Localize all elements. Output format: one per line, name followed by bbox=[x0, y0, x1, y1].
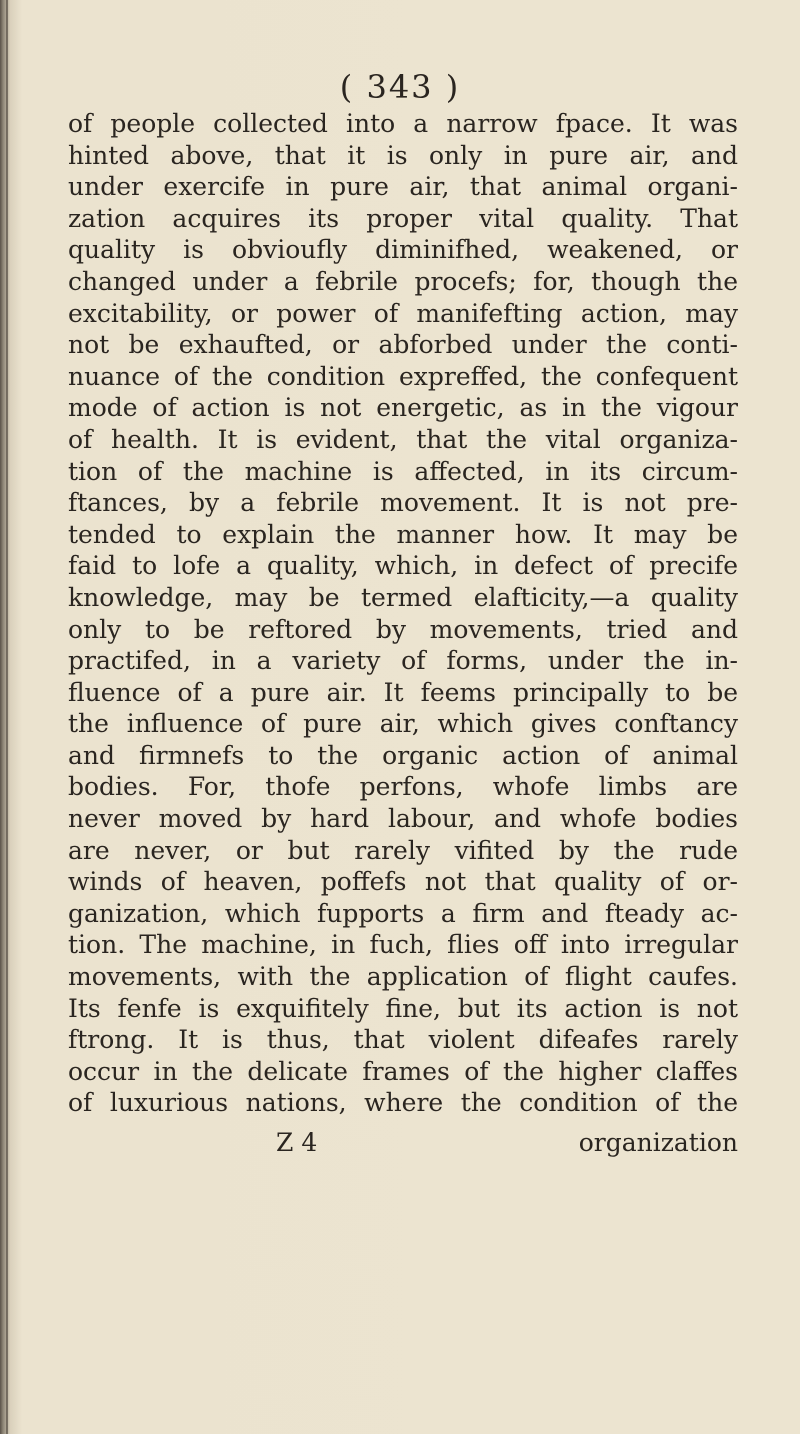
text-line: of luxurious nations, where the condition of the bbox=[68, 1088, 738, 1118]
text-line: ftrong. It is thus, that violent difeafes rarely bbox=[68, 1025, 738, 1055]
text-line: tion. The machine, in fuch, flies off into irregular bbox=[68, 930, 738, 960]
text-line: movements, with the application of flight caufes. bbox=[68, 962, 738, 992]
text-line: nuance of the condition expreffed, the confequent bbox=[68, 361, 738, 391]
catchword: organization bbox=[578, 1128, 738, 1157]
text-line: zation acquires its proper vital quality. That bbox=[68, 203, 738, 233]
text-line: are never, or but rarely vifited by the rude bbox=[68, 835, 738, 865]
text-line: faid to lofe a quality, which, in defect of precife bbox=[68, 551, 738, 581]
text-line: of people collected into a narrow fpace. It was bbox=[68, 109, 738, 138]
text-line: and firmnefs to the organic action of animal bbox=[68, 740, 738, 770]
text-line: under exercife in pure air, that animal organi- bbox=[68, 172, 738, 202]
text-line: ganization, which fupports a firm and fteady ac- bbox=[68, 898, 738, 928]
footer-line bbox=[68, 1128, 738, 1162]
text-line: fluence of a pure air. It feems principally to be bbox=[68, 677, 738, 707]
text-line: the influence of pure air, which gives conftancy bbox=[68, 709, 738, 739]
signature-mark: Z 4 bbox=[276, 1128, 318, 1157]
text-line: only to be reftored by movements, tried and bbox=[68, 614, 738, 644]
body-text bbox=[68, 108, 738, 1119]
page-number-header: ( 343 ) bbox=[339, 68, 461, 106]
text-line: mode of action is not energetic, as in the vigour bbox=[68, 393, 738, 423]
text-line: not be exhaufted, or abforbed under the conti- bbox=[68, 330, 738, 360]
text-line: ftances, by a febrile movement. It is not pre- bbox=[68, 488, 738, 518]
text-line: tion of the machine is affected, in its circum- bbox=[68, 456, 738, 486]
text-line: tended to explain the manner how. It may be bbox=[68, 519, 738, 549]
text-line: winds of heaven, poffefs not that quality of or- bbox=[68, 867, 738, 897]
text-line: quality is obvioufly diminifhed, weakened, or bbox=[68, 235, 738, 265]
text-line: bodies. For, thofe perfons, whofe limbs are bbox=[68, 772, 738, 802]
text-line: of health. It is evident, that the vital organiza- bbox=[68, 424, 738, 454]
text-line: knowledge, may be termed elafticity,—a quality bbox=[68, 582, 738, 612]
text-line: occur in the delicate frames of the higher claffes bbox=[68, 1056, 738, 1086]
text-line: practifed, in a variety of forms, under the in- bbox=[68, 646, 738, 676]
text-line: never moved by hard labour, and whofe bodies bbox=[68, 804, 738, 834]
text-line: Its fenfe is exquifitely fine, but its action is not bbox=[68, 993, 738, 1023]
text-line: excitability, or power of manifefting action, may bbox=[68, 298, 738, 328]
text-line: hinted above, that it is only in pure air, and bbox=[68, 140, 738, 170]
text-line: changed under a febrile procefs; for, though the bbox=[68, 266, 738, 296]
binding-gutter bbox=[6, 0, 8, 1434]
